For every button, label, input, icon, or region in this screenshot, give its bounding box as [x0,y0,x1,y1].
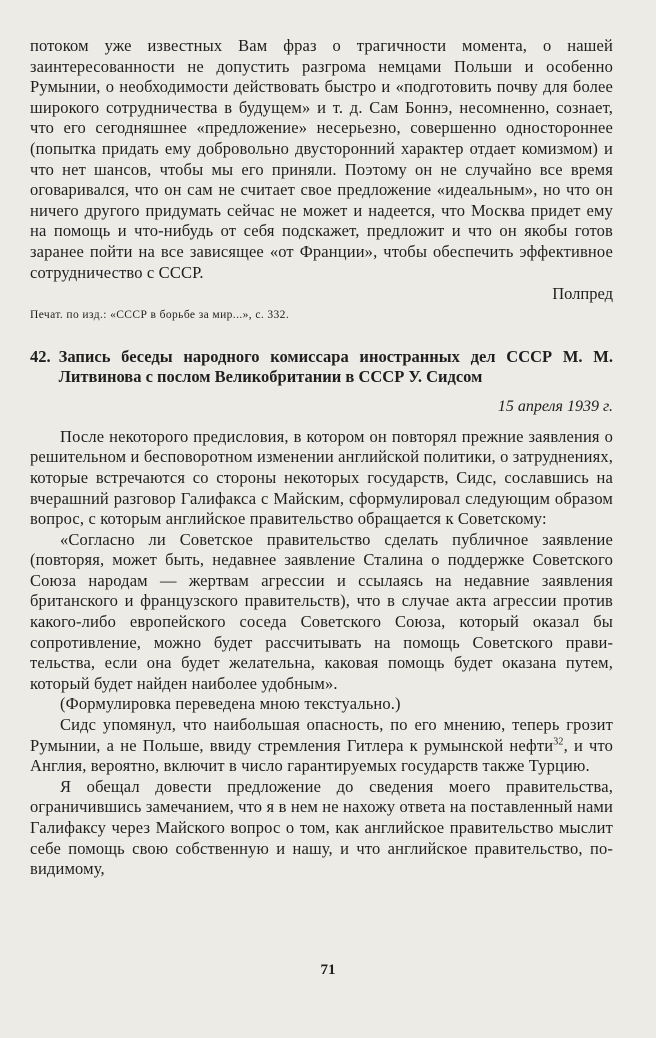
document-heading [30,347,613,387]
paragraph-reply: Я обещал довести предложение до сведения моего правительства, ограничившись замечанием, что я в нем не нахожу ответа на поставленный нами Галифаксу через Майского вопрос о том, как английское правительство мыслит себе помощь свою собственную и нашу, и что английское правительство, по-видимому, [30,776,613,879]
paragraph-romania [30,715,613,777]
footnote-reference: 32 [553,736,564,748]
continuation-paragraph: потоком уже известных Вам фраз о трагичности момента, о нашей заинтересованности не допустить разгрома немцами Польши и особенно Румынии, о необходимости действовать быстро и «подготовить почву для более широкого сотрудничества в будущем» и т. д. Сам Боннэ, несомненно, сознает, что его сегодняшнее «предложение» несерьезно, совершенно одностороннее (попытка придать ему добровольно двусторонний характер отдает комизмом) и что нет шансов, чтобы мы его приняли. Поэтому он не случайно все время оговаривался, что он сам не считает свое предложение «идеальным», но что он ничего другого придумать сейчас не может и надеется, что Москва придет ему на помощь и что-нибудь от себя подскажет, предложит и что он якобы готов заранее пойти на все зависящее «от Франции», чтобы обеспечить эффективное сотрудничество с СССР. [30,36,613,282]
document-title: Запись беседы народного комиссара иностранных дел СССР М. М. Литвинова с послом Великобритании в СССР У. Сидсом [58,346,613,386]
paragraph-quote: «Согласно ли Советское правительство сделать публичное заявление (повторяя, может быть, недавнее заявление Сталина о поддержке Советского Союза народам — жертвам агрессии и ссылаясь на недавние заявления британского и французского правительств), что в случае акта агрессии против какого-либо европейского соседа Советского Союза, который оказал бы сопротивление, можно будет рассчитывать на помощь Советского правительства, если она будет желательна, каковая помощь будет оказана путем, который будет найден наиболее удобным». [30,529,613,693]
paragraph-romania-text-1: Сидс упомянул, что наибольшая опасность, по его мнению, теперь грозит Румынии, а не Польше, ввиду стремления Гитлера к румынской нефти [30,715,613,755]
page-number: 71 [320,962,336,978]
paragraph-romania-text-2: , и что Англия, вероятно, включит в число гарантируемых государств также Турцию. [30,735,614,776]
signature: Полпред [552,284,613,304]
document-date: 15 апреля 1939 г. [497,397,613,415]
document-number: 42. [30,346,51,366]
source-citation: Печат. по изд.: «СССР в борьбе за мир...», с. 332. [30,308,290,321]
document-page [30,36,613,880]
paragraph-translation-note: (Формулировка переведена мною текстуально.) [60,694,401,714]
paragraph-intro: После некоторого предисловия, в котором он повторял прежние заявления о решительном и бесповоротном изменении английской политики, о затруднениях, которые встречаются со стороны некоторых государств, Сидс, сославшись на вчерашний разговор Галифакса с Майским, сформулировал следующим образом вопрос, с которым английское правительство обращается к Советскому: [30,426,613,529]
